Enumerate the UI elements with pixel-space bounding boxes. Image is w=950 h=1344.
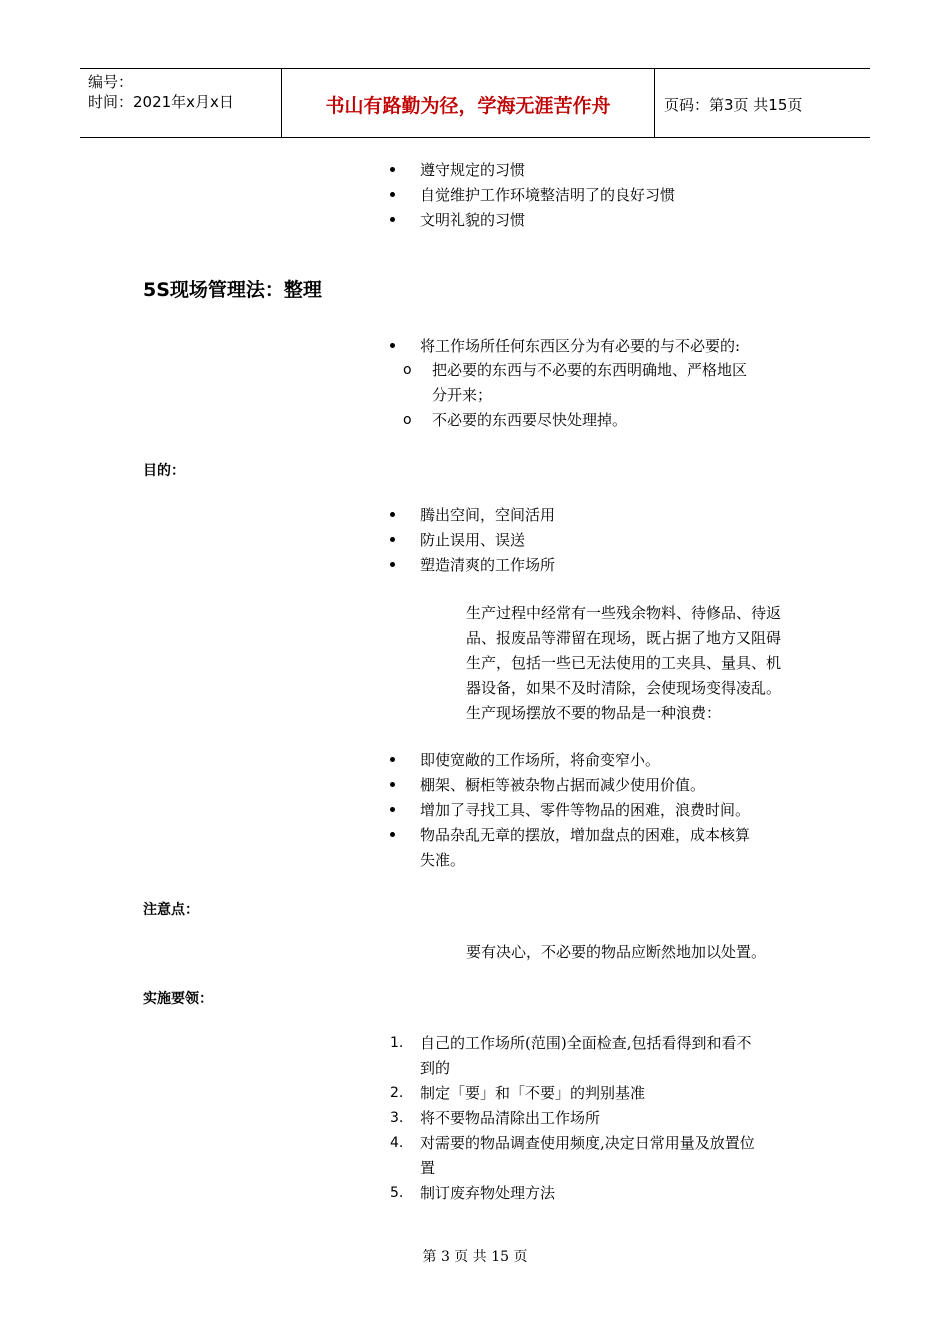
list-item: 自己的工作场所(范围)全面检查,包括看得到和看不: [420, 1034, 752, 1052]
sub-list-item-line: 把必要的东西与不必要的东西明确地、严格地区: [432, 361, 748, 379]
notes-text: 要有决心，不必要的物品应断然地加以处置。: [466, 943, 767, 961]
header-left-cell: [80, 69, 281, 137]
sub-bullet-marker: o: [403, 362, 412, 378]
list-item: 将不要物品清除出工作场所: [420, 1109, 601, 1127]
list-item-continuation: 到的: [420, 1059, 451, 1077]
page-number-label: 页码：第3页 共15页: [664, 96, 803, 114]
list-item: 增加了寻找工具、零件等物品的困难，浪费时间。: [420, 801, 751, 819]
list-number: 3.: [390, 1110, 404, 1126]
sub-list-item-line: 不必要的东西要尽快处理掉。: [432, 411, 628, 429]
list-item: 遵守规定的习惯: [420, 161, 526, 179]
list-item: 制定「要」和「不要」的判别基准: [420, 1084, 646, 1102]
bullet-icon: [390, 192, 395, 197]
bullet-icon: [390, 757, 395, 762]
list-item: 将工作场所任何东西区分为有必要的与不必要的:: [420, 337, 741, 355]
list-number: 4.: [390, 1135, 404, 1151]
purpose-label: 目的：: [143, 463, 185, 479]
list-item: 塑造清爽的工作场所: [420, 556, 556, 574]
bullet-icon: [390, 832, 395, 837]
list-item: 防止误用、误送: [420, 531, 526, 549]
paragraph-line: 生产现场摆放不要的物品是一种浪费：: [466, 704, 722, 722]
list-number: 5.: [390, 1185, 404, 1201]
list-item: 即使宽敞的工作场所，将俞变窄小。: [420, 751, 661, 769]
list-item: 制订废弃物处理方法: [420, 1184, 556, 1202]
bullet-icon: [390, 562, 395, 567]
header-table: [80, 68, 870, 138]
list-item: 对需要的物品调查使用频度,决定日常用量及放置位: [420, 1134, 755, 1152]
paragraph-line: 器设备，如果不及时清除，会使现场变得凌乱。: [466, 679, 782, 697]
document-time-label: 时间：2021年x月x日: [88, 93, 234, 111]
bullet-icon: [390, 343, 395, 348]
list-number: 1.: [390, 1035, 404, 1051]
list-item-continuation: 置: [420, 1159, 436, 1177]
sub-list-item-line: 分开来；: [432, 386, 493, 404]
list-item: 腾出空间，空间活用: [420, 506, 556, 524]
paragraph-line: 生产过程中经常有一些残余物料、待修品、待返: [466, 604, 782, 622]
list-item: 文明礼貌的习惯: [420, 211, 526, 229]
bullet-icon: [390, 782, 395, 787]
paragraph-line: 品、报废品等滞留在现场，既占据了地方又阻碍: [466, 629, 782, 647]
list-item: 自觉维护工作环境整洁明了的良好习惯: [420, 186, 676, 204]
bullet-icon: [390, 512, 395, 517]
header-center-cell: [281, 69, 655, 137]
paragraph-line: 生产，包括一些已无法使用的工夹具、量具、机: [466, 654, 782, 672]
list-item: 棚架、橱柜等被杂物占据而减少使用价值。: [420, 776, 706, 794]
document-number-label: 编号：: [88, 73, 134, 91]
bullet-icon: [390, 807, 395, 812]
bullet-icon: [390, 217, 395, 222]
header-right-cell: [654, 69, 870, 137]
list-item: 物品杂乱无章的摆放，增加盘点的困难，成本核算: [420, 826, 751, 844]
bullet-icon: [390, 167, 395, 172]
notes-label: 注意点：: [143, 902, 199, 918]
list-item-continuation: 失准。: [420, 851, 466, 869]
bullet-icon: [390, 537, 395, 542]
header-motto: 书山有路勤为径，学海无涯苦作舟: [325, 95, 611, 117]
page-footer: 第 3 页 共 15 页: [422, 1249, 528, 1265]
section-title: 5S现场管理法：整理: [143, 279, 322, 301]
implementation-label: 实施要领：: [143, 991, 213, 1007]
sub-bullet-marker: o: [403, 412, 412, 428]
list-number: 2.: [390, 1085, 404, 1101]
